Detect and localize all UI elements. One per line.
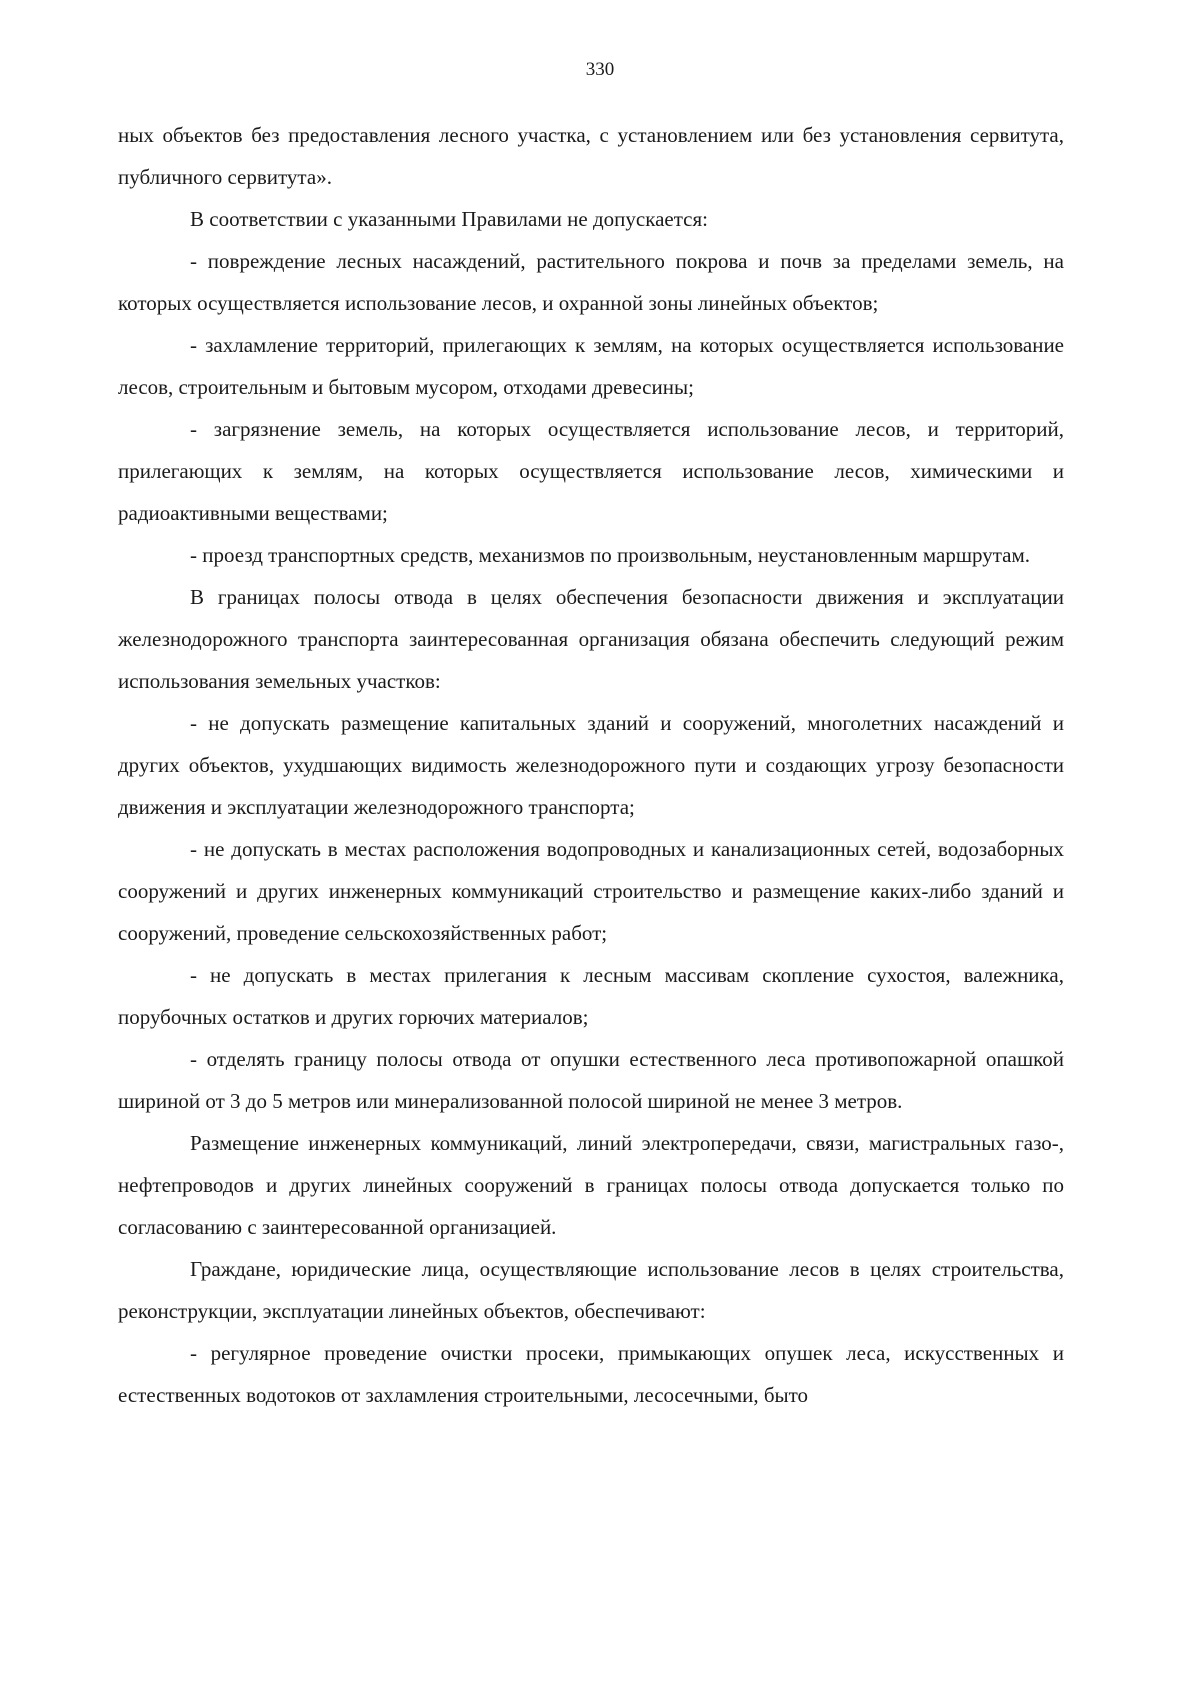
paragraph: - регулярное проведение очистки просеки, примыкающих опушек леса, искусственных и естественных водотоков от захламления строительными, лесосечными, быто [118, 1341, 1064, 1407]
page-number: 330 [585, 59, 615, 80]
paragraph: - не допускать размещение капитальных зданий и сооружений, многолетних насаждений и других объектов, ухудшающих видимость железнодорожного пути и создающих угрозу безопасности движения и эксплуатации железнодорожного транспорта; [118, 711, 1064, 819]
paragraph: Размещение инженерных коммуникаций, линий электропередачи, связи, магистральных газо-, нефтепроводов и других линейных сооружений в границах полосы отвода допускается только по согласованию с заинтересованной организацией. [118, 1131, 1064, 1239]
paragraph: - повреждение лесных насаждений, растительного покрова и почв за пределами земель, на которых осуществляется использование лесов, и охранной зоны линейных объектов; [118, 249, 1064, 315]
paragraph: - загрязнение земель, на которых осуществляется использование лесов, и территорий, прилегающих к землям, на которых осуществляется использование лесов, химическими и радиоактивными веществами; [118, 417, 1064, 525]
paragraph: - не допускать в местах прилегания к лесным массивам скопление сухостоя, валежника, порубочных остатков и других горючих материалов; [118, 963, 1064, 1029]
paragraph: - проезд транспортных средств, механизмов по произвольным, неустановленным маршрутам. [190, 543, 1030, 567]
paragraph: - захламление территорий, прилегающих к землям, на которых осуществляется использование лесов, строительным и бытовым мусором, отходами древесины; [118, 333, 1064, 399]
paragraph: - не допускать в местах расположения водопроводных и канализационных сетей, водозаборных сооружений и других инженерных коммуникаций строительство и размещение каких-либо зданий и сооружений, проведение сельскохозяйственных работ; [118, 837, 1064, 945]
paragraph: Граждане, юридические лица, осуществляющие использование лесов в целях строительства, реконструкции, эксплуатации линейных объектов, обеспечивают: [118, 1257, 1064, 1323]
paragraph: - отделять границу полосы отвода от опушки естественного леса противопожарной опашкой шириной от 3 до 5 метров или минерализованной полосой шириной не менее 3 метров. [118, 1047, 1064, 1113]
paragraph: ных объектов без предоставления лесного участка, с установлением или без установления сервитута, публичного сервитута». [118, 123, 1064, 189]
text-body [118, 114, 1064, 1416]
paragraph: В соответствии с указанными Правилами не допускается: [190, 207, 708, 231]
paragraph: В границах полосы отвода в целях обеспечения безопасности движения и эксплуатации железнодорожного транспорта заинтересованная организация обязана обеспечить следующий режим использования земельных участков: [118, 585, 1064, 693]
